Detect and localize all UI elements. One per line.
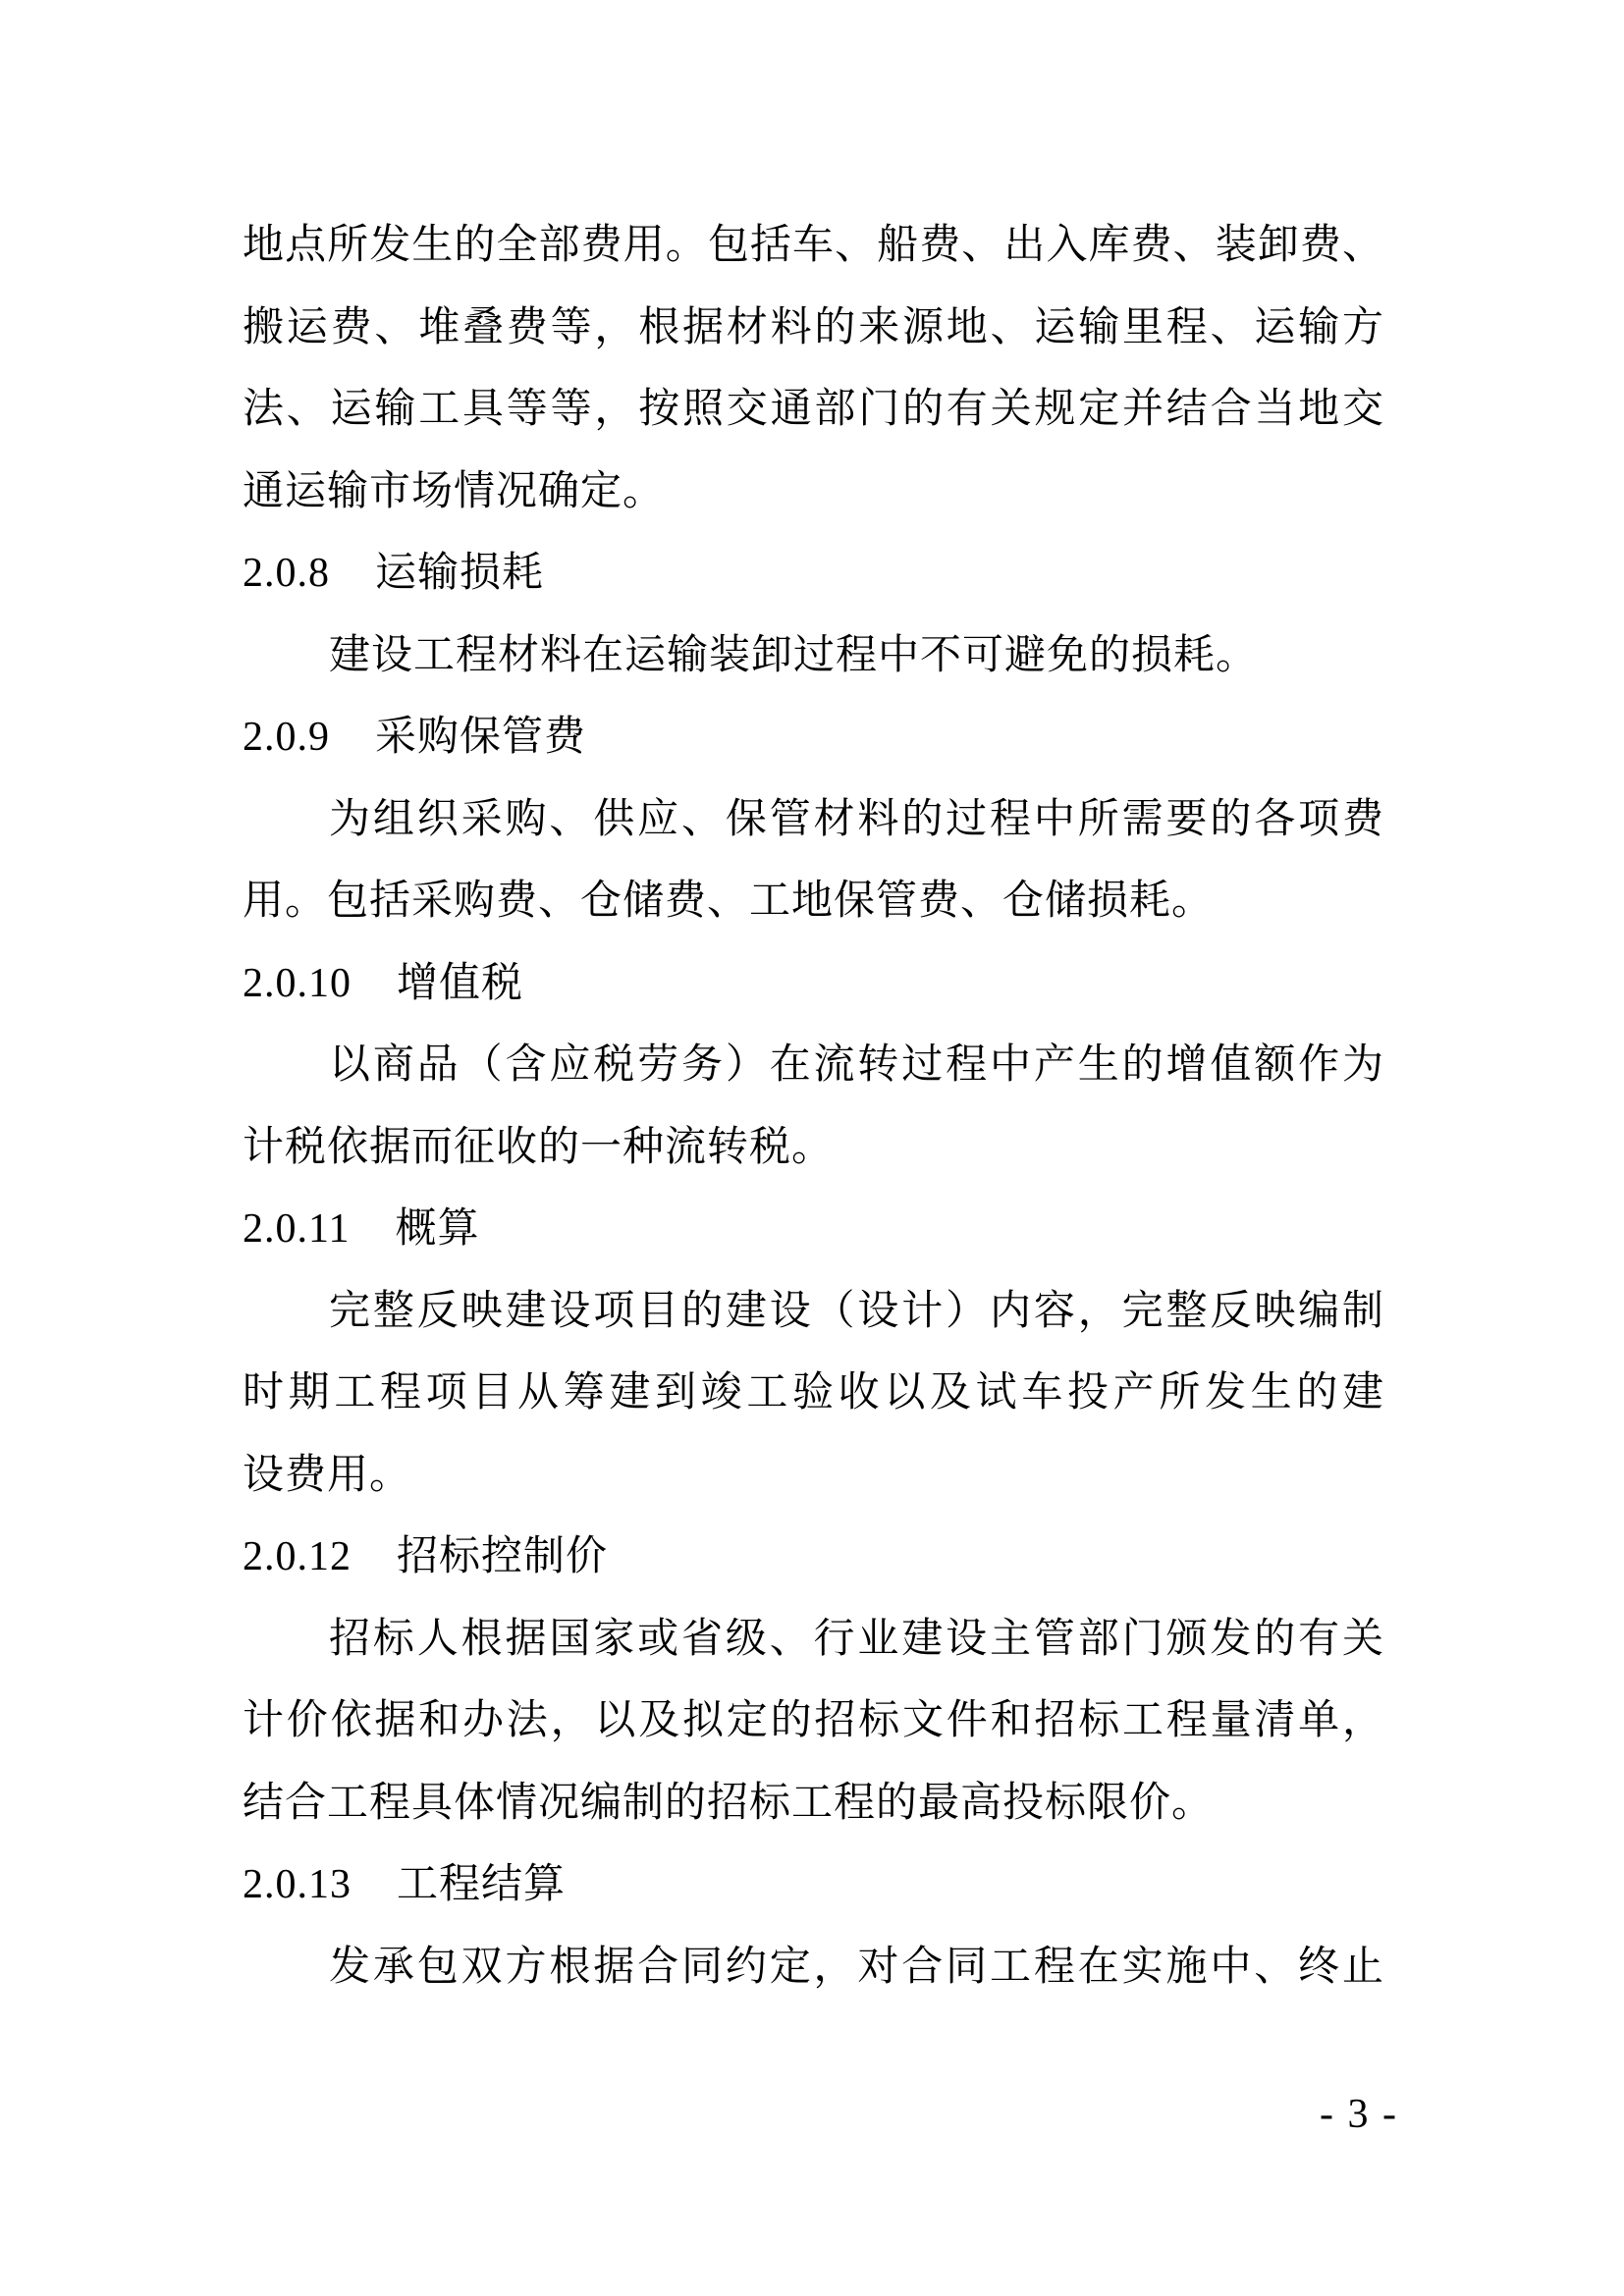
body-line: 建设工程材料在运输装卸过程中不可避免的损耗。: [329, 632, 1259, 678]
body-line: 地点所发生的全部费用。包括车、船费、出入库费、装卸费、: [243, 223, 1384, 268]
section-term: 招标控制价: [397, 1534, 609, 1579]
section-number: 2.0.13: [243, 1862, 352, 1907]
section-heading: [243, 943, 1384, 1026]
section-number: 2.0.11: [243, 1206, 351, 1252]
body-line: 用。包括采购费、仓储费、工地保管费、仓储损耗。: [243, 879, 1215, 924]
section-number: 2.0.9: [243, 715, 330, 760]
section-heading: [243, 1844, 1384, 1927]
text-block: [243, 205, 1384, 2008]
section-term: 采购保管费: [375, 715, 587, 760]
body-line: 通运输市场情况确定。: [243, 468, 666, 514]
body-line: 以商品（含应税劳务）在流转过程中产生的增值额作为: [329, 1042, 1384, 1088]
body-line: 计税依据而征收的一种流转税。: [243, 1124, 835, 1170]
body-line: 法、运输工具等等，按照交通部门的有关规定并结合当地交: [243, 387, 1384, 432]
section-number: 2.0.12: [243, 1534, 352, 1579]
body-line: 完整反映建设项目的建设（设计）内容，完整反映编制: [329, 1288, 1384, 1334]
section-number: 2.0.8: [243, 551, 330, 596]
section-term: 增值税: [397, 960, 524, 1006]
body-line: 搬运费、堆叠费等，根据材料的来源地、运输里程、运输方: [243, 304, 1384, 350]
section-number: 2.0.10: [243, 960, 352, 1006]
body-line: 发承包双方根据合同约定，对合同工程在实施中、终止: [329, 1944, 1384, 1990]
body-line: 计价依据和办法，以及拟定的招标文件和招标工程量清单，: [243, 1698, 1384, 1743]
section-heading: [243, 1189, 1384, 1271]
section-heading: [243, 1517, 1384, 1599]
body-line: 设费用。: [243, 1452, 412, 1498]
section-heading: [243, 697, 1384, 779]
section-term: 概算: [395, 1206, 480, 1252]
body-line: 为组织采购、供应、保管材料的过程中所需要的各项费: [329, 796, 1384, 842]
section-term: 工程结算: [397, 1862, 567, 1907]
body-line: 结合工程具体情况编制的招标工程的最高投标限价。: [243, 1780, 1215, 1826]
page-number: - 3 -: [1320, 2092, 1398, 2137]
section-heading: [243, 533, 1384, 615]
section-term: 运输损耗: [375, 551, 545, 596]
body-line: 招标人根据国家或省级、行业建设主管部门颁发的有关: [329, 1616, 1384, 1662]
body-line: 时期工程项目从筹建到竣工验收以及试车投产所发生的建: [243, 1370, 1384, 1415]
